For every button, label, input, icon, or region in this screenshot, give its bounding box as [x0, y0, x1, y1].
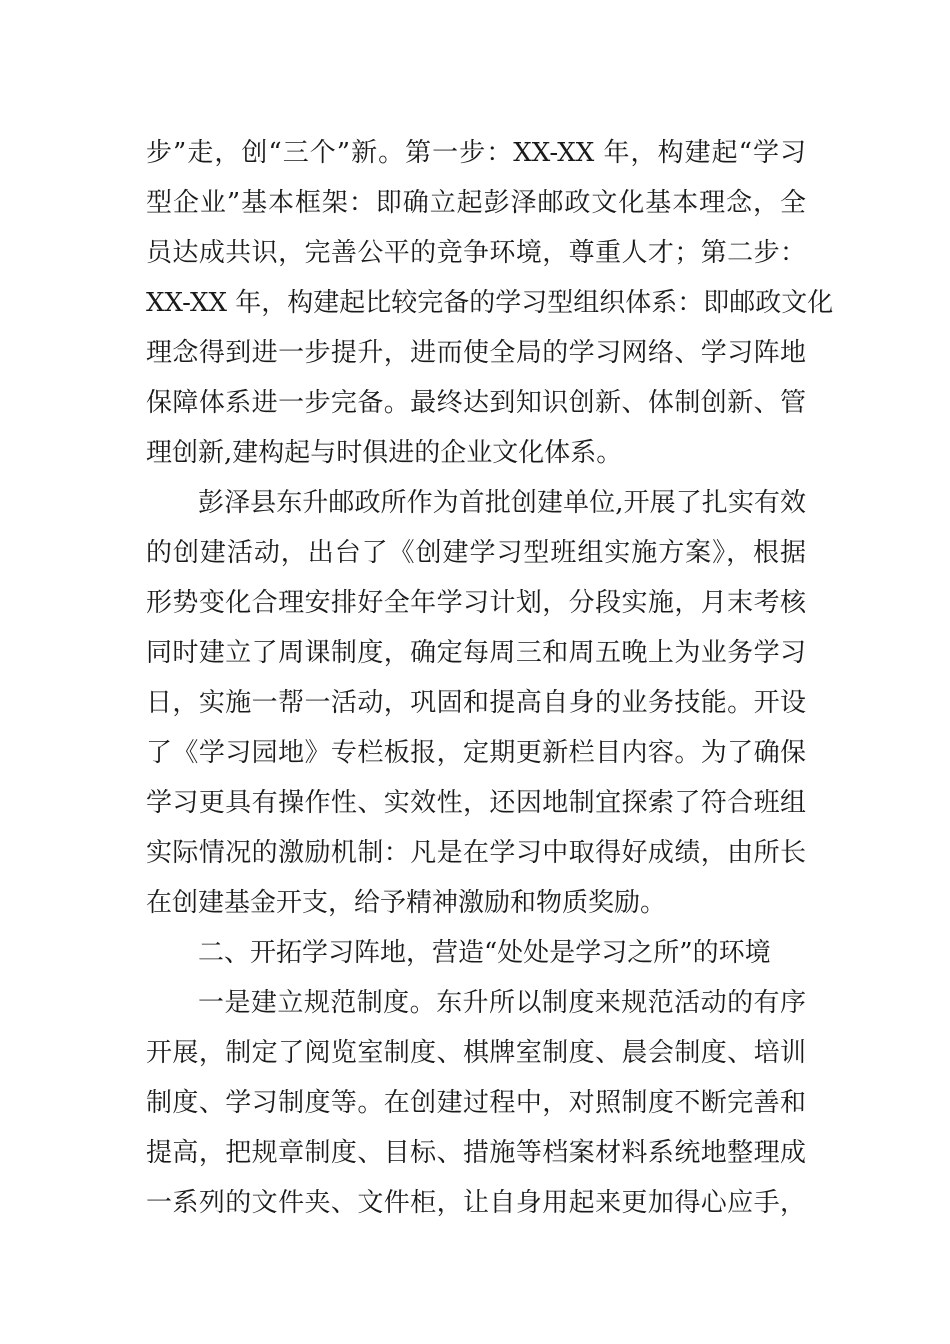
text-line: 开展，制定了阅览室制度、棋牌室制度、晨会制度、培训: [146, 1038, 806, 1068]
text-line: 一系列的文件夹、文件柜，让自身用起来更加得心应手，: [146, 1188, 806, 1218]
text-line: 理创新,建构起与时俱进的企业文化体系。: [146, 438, 623, 468]
text-line: 提高，把规章制度、目标、措施等档案材料系统地整理成: [146, 1138, 806, 1168]
text-line: 实际情况的激励机制：凡是在学习中取得好成绩，由所长: [146, 838, 806, 868]
text-line: 型企业”基本框架：即确立起彭泽邮政文化基本理念，全: [146, 188, 806, 218]
text-line: 步”走，创“三个”新。第一步：XX-XX 年，构建起“学习: [146, 138, 806, 168]
text-line: 同时建立了周课制度，确定每周三和周五晚上为业务学习: [146, 638, 806, 668]
text-line: 理念得到进一步提升，进而使全局的学习网络、学习阵地: [146, 338, 806, 368]
paragraph-2: [146, 478, 806, 928]
text-line: 一是建立规范制度。东升所以制度来规范活动的有序: [198, 988, 806, 1018]
section-heading-text: 二、开拓学习阵地，营造“处处是学习之所”的环境: [198, 938, 771, 968]
text-line: 学习更具有操作性、实效性，还因地制宜探索了符合班组: [146, 788, 806, 818]
text-line: 了《学习园地》专栏板报，定期更新栏目内容。为了确保: [146, 738, 806, 768]
section-heading: [146, 928, 806, 978]
paragraph-4: [146, 978, 806, 1228]
text-line: XX-XX 年，构建起比较完备的学习型组织体系：即邮政文化: [146, 288, 834, 318]
paragraph-1: [146, 128, 834, 478]
text-line: 保障体系进一步完备。最终达到知识创新、体制创新、管: [146, 388, 806, 418]
text-line: 员达成共识，完善公平的竞争环境，尊重人才；第二步：: [146, 238, 806, 268]
document-body: [146, 128, 834, 1228]
text-line: 的创建活动，出台了《创建学习型班组实施方案》，根据: [146, 538, 806, 568]
text-line: 形势变化合理安排好全年学习计划，分段实施，月末考核: [146, 588, 806, 618]
text-line: 制度、学习制度等。在创建过程中，对照制度不断完善和: [146, 1088, 806, 1118]
text-line: 在创建基金开支，给予精神激励和物质奖励。: [146, 888, 667, 918]
text-line: 日，实施一帮一活动，巩固和提高自身的业务技能。开设: [146, 688, 806, 718]
text-line: 彭泽县东升邮政所作为首批创建单位,开展了扎实有效: [198, 488, 806, 518]
